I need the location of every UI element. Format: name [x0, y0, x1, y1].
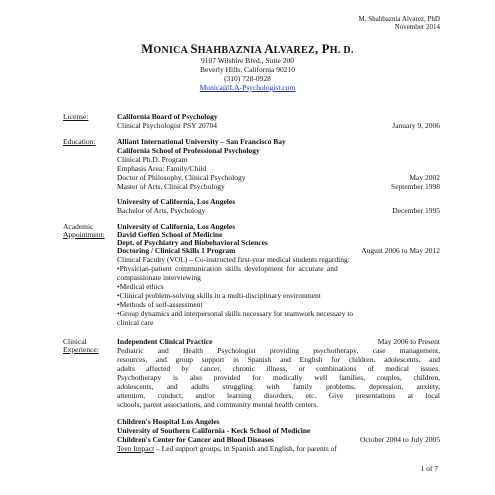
clinical-center-row — [117, 435, 440, 444]
education-degree-ma — [117, 182, 440, 191]
clinical-para-4: Psychotherapy is also provided for medically well families, couples, children, — [117, 373, 440, 382]
license-board: California Board of Psychology — [117, 112, 218, 121]
cv-title: MONICA SHAHBAZNIA ALVAREZ, PH. D. — [141, 42, 354, 56]
clinical-para-6: attention, conduct, and/or learning disorders, etc. Give presentations at local — [117, 391, 440, 400]
section-label-license: License: — [63, 112, 89, 121]
academic-course-row — [117, 246, 440, 255]
section-label-clinical: Clinical — [63, 337, 87, 346]
clinical-center-dates: October 2004 to July 2005 — [360, 435, 440, 444]
running-header-name: M. Shahbaznia Alvarez, PhD — [358, 15, 440, 23]
page-number: 1 of 7 — [420, 464, 438, 473]
degree-phd-date: May 2002 — [409, 173, 440, 182]
academic-course-dates: August 2006 to May 2012 — [361, 246, 440, 255]
education-school: Alliant International University – San Francisco Bay — [117, 137, 286, 146]
license-title: Clinical Psychologist PSY 20704 — [117, 121, 217, 130]
degree-ba-date: December 1995 — [392, 206, 440, 215]
address-city: Beverly Hills, California 90210 — [200, 65, 295, 74]
clinical-practice: Independent Clinical Practice — [117, 337, 213, 346]
license-date: January 9, 2006 — [392, 121, 440, 130]
education-school-ucla: University of California, Los Angeles — [117, 197, 236, 206]
clinical-center: Children's Center for Cancer and Blood Diseases — [117, 435, 274, 444]
academic-dept: Dept. of Psychiatry and Biobehavioral Sciences — [117, 238, 268, 247]
degree-phd-label: Doctor of Philosophy, Clinical Psychology — [117, 173, 246, 182]
education-degree-phd — [117, 173, 440, 182]
address-street: 9107 Wilshire Blvd., Suite 200 — [201, 56, 294, 65]
teen-impact-desc: – Led support groups, in Spanish and English, for parents of — [154, 444, 337, 453]
academic-school: David Geffen School of Medicine — [117, 230, 223, 239]
degree-ba-label: Bachelor of Arts, Psychology — [117, 206, 206, 215]
academic-bullet-1: •Physician-patient communication skills development for accurate and — [117, 264, 338, 273]
academic-bullet-2: •Medical ethics — [117, 282, 164, 291]
clinical-para-5: adolescents, and adults struggling with family problems, depression, anxiety, — [117, 382, 440, 391]
academic-bullet-3: •Clinical problem-solving skills in a multi-disciplinary environment — [117, 291, 321, 300]
academic-bullet-1b: compassionate interviewing — [117, 273, 201, 282]
clinical-hospital: Children's Hospital Los Angeles — [117, 417, 220, 426]
academic-university: University of California, Los Angeles — [117, 222, 236, 231]
clinical-practice-dates: May 2006 to Present — [377, 337, 440, 346]
clinical-practice-row — [117, 337, 440, 346]
email-link[interactable]: Monica@LA-Psychologist.com — [199, 83, 296, 92]
degree-ma-label: Master of Arts, Clinical Psychology — [117, 182, 225, 191]
section-label-education: Education: — [63, 137, 96, 146]
academic-course: Doctoring / Clinical Skills 1 Program — [117, 246, 236, 255]
academic-desc: Clinical Faculty (VOL) – Co-instructed first-year medical students regarding: — [117, 255, 350, 264]
address-phone: (310) 728-0928 — [224, 74, 271, 83]
section-label-academic: Academic — [63, 222, 94, 231]
teen-impact-label: Teen Impact — [117, 444, 155, 453]
clinical-para-1: Pediatric and Health Psychologist providing psychotherapy, case management, — [117, 346, 440, 355]
running-header-date: November 2014 — [394, 23, 440, 31]
education-college: California School of Professional Psychology — [117, 146, 260, 155]
degree-ma-date: September 1998 — [391, 182, 440, 191]
education-degree-ba — [117, 206, 440, 215]
clinical-para-3: adults affected by cancer, chronic illness, or combinations of medical issues. — [117, 364, 440, 373]
clinical-usc: University of Southern California - Keck School of Medicine — [117, 426, 311, 435]
education-program: Clinical Ph.D. Program — [117, 155, 188, 164]
clinical-teen-row — [117, 444, 440, 453]
clinical-para-7: schools, parent associations, and community mental health centers. — [117, 400, 319, 409]
education-emphasis: Emphasis Area: Family/Child — [117, 164, 207, 173]
academic-bullet-5: •Group dynamics and interpersonal skills necessary for teamwork necessary to — [117, 309, 354, 318]
license-row — [117, 121, 440, 130]
section-label-experience: Experience: — [63, 345, 99, 354]
clinical-para-2: resources, and group support in Spanish and English for children, adolescents, and — [117, 355, 440, 364]
academic-bullet-4: •Methods of self-assessment — [117, 300, 203, 309]
academic-bullet-5b: clinical care — [117, 318, 154, 327]
section-label-appointment: Appointment: — [63, 230, 105, 239]
